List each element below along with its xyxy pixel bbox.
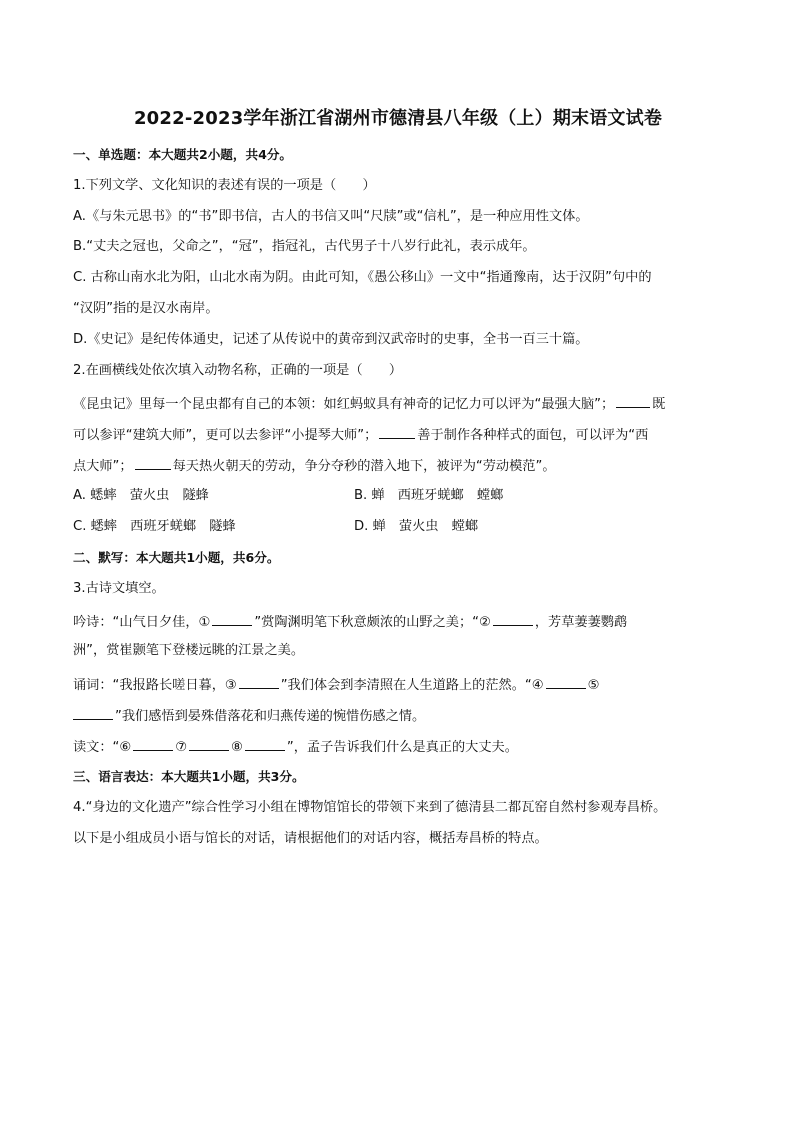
answer-blank[interactable] xyxy=(493,611,533,626)
q3-text: ”我们感悟到晏殊借落花和归燕传递的惋惜伤感之情。 xyxy=(115,709,426,724)
q2-text: 《昆虫记》里每一个昆虫都有自己的本领：如红蚂蚁具有神奇的记忆力可以评为“最强大脑”； xyxy=(73,397,615,412)
q3-line5 xyxy=(73,736,723,757)
q1-option-d: D.《史记》是纪传体通史，记述了从传说中的黄帝到汉武帝时的史事，全书一百三十篇。 xyxy=(73,332,589,347)
section-heading-1: 一、单选题：本大题共2小题，共4分。 xyxy=(73,147,293,162)
q2-option-c: C. 蟋蟀 西班牙蜣螂 隧蜂 xyxy=(73,519,236,534)
q4-line2: 以下是小组成员小语与馆长的对话，请根据他们的对话内容，概括寿昌桥的特点。 xyxy=(73,831,548,846)
q1-stem: 1.下列文学、文化知识的表述有误的一项是（ ） xyxy=(73,178,376,193)
q2-text: 善于制作各种样式的面包，可以评为“西 xyxy=(417,428,649,443)
q2-passage-line3 xyxy=(73,455,723,476)
q2-option-a: A. 蟋蟀 萤火虫 隧蜂 xyxy=(73,488,209,503)
q3-text: ”我们体会到李清照在人生道路上的茫然。“④ xyxy=(280,678,544,693)
answer-blank[interactable] xyxy=(73,705,113,720)
q4-line1: 4.“身边的文化遗产”综合性学习小组在博物馆馆长的带领下来到了德清县二都瓦窑自然村参观寿昌桥。 xyxy=(73,800,667,815)
section-heading-3: 三、语言表达：本大题共1小题，共3分。 xyxy=(73,769,305,784)
q1-option-c-line2: “汉阴”指的是汉水南岸。 xyxy=(73,301,219,316)
q2-text: 每天热火朝天的劳动，争分夺秒的潜入地下，被评为“劳动模范”。 xyxy=(172,459,556,474)
section-heading-2: 二、默写：本大题共1小题，共6分。 xyxy=(73,550,280,565)
answer-blank[interactable] xyxy=(212,611,252,626)
answer-blank[interactable] xyxy=(245,736,285,751)
q1-option-b: B.“丈夫之冠也，父命之”，“冠”，指冠礼，古代男子十八岁行此礼，表示成年。 xyxy=(73,239,536,254)
q2-passage-line2 xyxy=(73,424,723,445)
q1-option-c-line1: C. 古称山南水北为阳，山北水南为阴。由此可知，《愚公移山》一文中“指通豫南，达于汉阴”句中的 xyxy=(73,270,652,285)
q3-line2: 洲”，赏崔颢笔下登楼远眺的江景之美。 xyxy=(73,643,305,658)
q2-text: 既 xyxy=(652,397,666,412)
answer-blank[interactable] xyxy=(616,393,650,408)
q3-line4 xyxy=(73,705,723,726)
q3-line3 xyxy=(73,674,723,695)
q3-text: ”，孟子告诉我们什么是真正的大丈夫。 xyxy=(286,740,518,755)
q3-text: 诵词：“我报路长嗟日暮，③ xyxy=(73,678,237,693)
answer-blank[interactable] xyxy=(239,674,279,689)
q3-text: ⑧ xyxy=(231,740,243,755)
answer-blank[interactable] xyxy=(133,736,173,751)
answer-blank[interactable] xyxy=(379,424,415,439)
q2-option-d: D. 蝉 萤火虫 螳螂 xyxy=(354,519,479,534)
q3-text: ⑦ xyxy=(175,740,188,755)
q2-stem: 2.在画横线处依次填入动物名称，正确的一项是（ ） xyxy=(73,363,403,378)
answer-blank[interactable] xyxy=(135,455,171,470)
q2-text: 可以参评“建筑大师”，更可以去参评“小提琴大师”； xyxy=(73,428,378,443)
q3-text: ”赏陶渊明笔下秋意颇浓的山野之美；“② xyxy=(254,615,491,630)
q3-text: 吟诗：“山气日夕佳，① xyxy=(73,615,211,630)
answer-blank[interactable] xyxy=(189,736,229,751)
page-title: 2022-2023学年浙江省湖州市德清县八年级（上）期末语文试卷 xyxy=(133,108,663,129)
q2-passage-line1 xyxy=(73,393,723,414)
q3-text: ⑤ xyxy=(587,678,600,693)
q3-text: 读文：“⑥ xyxy=(73,740,132,755)
q3-line1 xyxy=(73,611,723,632)
q3-stem: 3.古诗文填空。 xyxy=(73,581,165,596)
q3-text: ，芳草萋萋鹦鹉 xyxy=(534,615,628,630)
q2-text: 点大师”； xyxy=(73,459,133,474)
answer-blank[interactable] xyxy=(546,674,586,689)
q2-option-b: B. 蝉 西班牙蜣螂 螳螂 xyxy=(354,488,504,503)
q1-option-a: A.《与朱元思书》的“书”即书信，古人的书信又叫“尺牍”或“信札”，是一种应用性文体。 xyxy=(73,209,589,224)
